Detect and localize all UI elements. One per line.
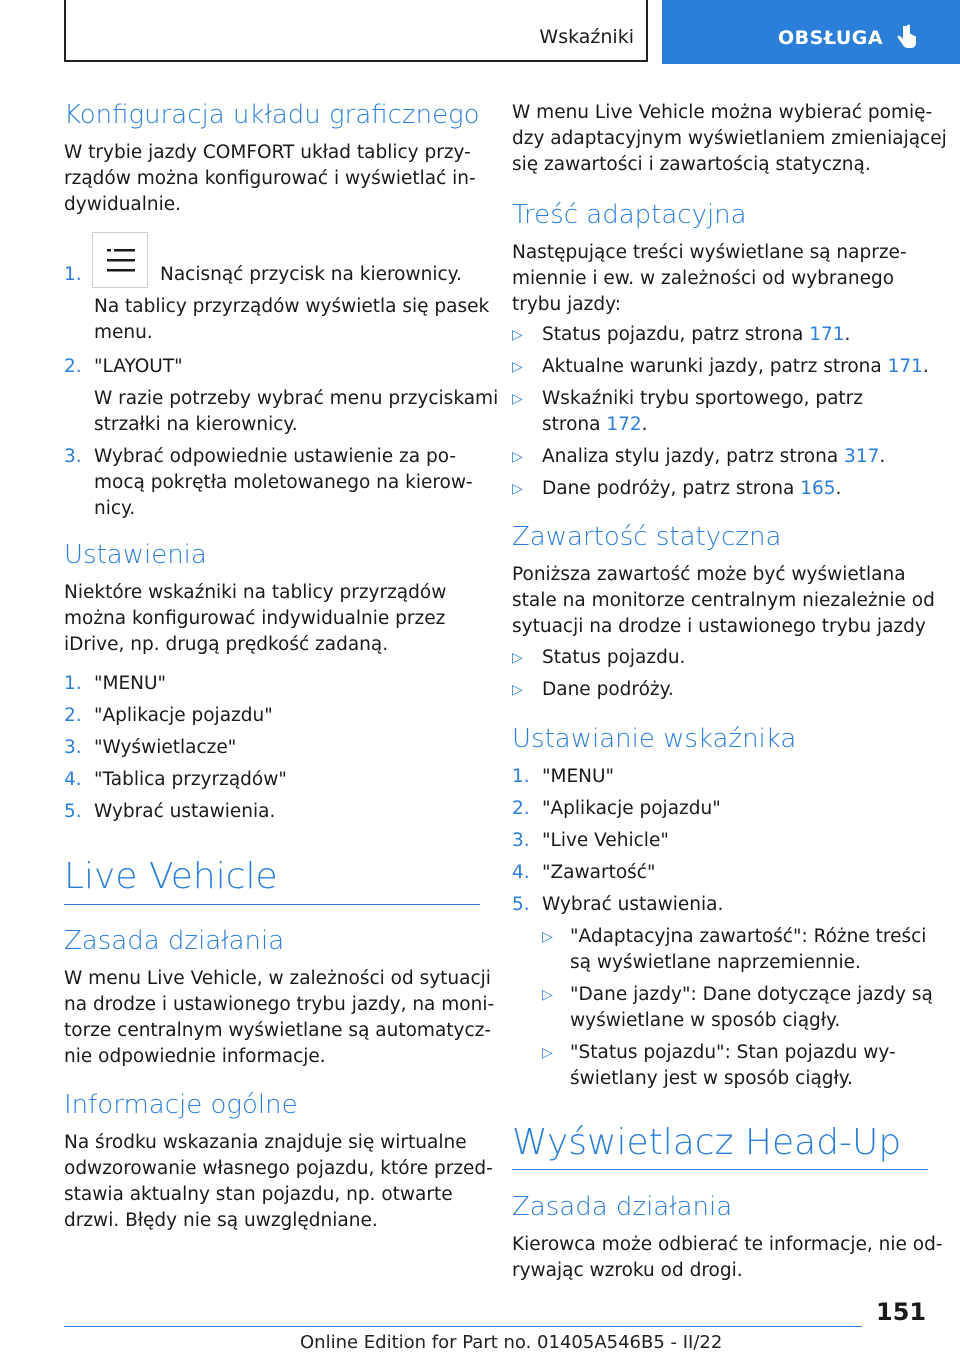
step-text: W razie potrzeby wybrać menu przyciskami <box>94 388 499 409</box>
menu-button-image <box>92 232 148 288</box>
paragraph: rządów można konfigurować i wyświetlać in- <box>64 168 476 189</box>
paragraph: stawia aktualny stan pojazdu, np. otwarte <box>64 1184 453 1205</box>
paragraph: Niektóre wskaźniki na tablicy przyrządów <box>64 582 447 603</box>
paragraph: dywidualnie. <box>64 194 182 215</box>
chapter-label: OBSŁUGA <box>778 27 884 49</box>
bullet-triangle-icon: ▷ <box>512 327 523 343</box>
step-text: Wybrać ustawienia. <box>94 801 276 822</box>
bullet-triangle-icon: ▷ <box>512 650 523 666</box>
page-link[interactable]: 172 <box>606 414 642 435</box>
title-rule <box>64 904 480 905</box>
edition-note: Online Edition for Part no. 01405A546B5 - II/22 <box>300 1332 723 1353</box>
paragraph: dzy adaptacyjnym wyświetlaniem zmieniającej <box>512 128 947 149</box>
step-text: "Tablica przyrządów" <box>94 769 287 790</box>
step-text: nicy. <box>94 498 136 519</box>
step-number: 1. <box>512 766 530 787</box>
list-item: Analiza stylu jazdy, patrz strona 317. <box>542 446 886 467</box>
paragraph: iDrive, np. drugą prędkość zadaną. <box>64 634 389 655</box>
step-text: Nacisnąć przycisk na kierownicy. <box>160 264 462 285</box>
sub-item: świetlany jest w sposób ciągły. <box>570 1068 854 1089</box>
step-text: strzałki na kierownicy. <box>94 414 298 435</box>
step-text: Na tablicy przyrządów wyświetla się pasek <box>94 296 490 317</box>
section-title-adaptive: Treść adaptacyjna <box>512 200 747 230</box>
step-text: "Aplikacje pojazdu" <box>542 798 721 819</box>
footer-rule <box>64 1326 862 1327</box>
paragraph: można konfigurować indywidualnie przez <box>64 608 446 629</box>
step-number: 4. <box>512 862 530 883</box>
section-title-zasada: Zasada działania <box>64 926 285 956</box>
sub-item: "Dane jazdy": Dane dotyczące jazdy są <box>570 984 933 1005</box>
bullet-triangle-icon: ▷ <box>542 929 553 945</box>
title-rule <box>512 1169 928 1170</box>
section-title-ustawienia: Ustawienia <box>64 540 207 570</box>
step-number: 3. <box>512 830 530 851</box>
paragraph: W trybie jazdy COMFORT układ tablicy przy- <box>64 142 471 163</box>
step-number: 2. <box>512 798 530 819</box>
section-title-setting: Ustawianie wskaźnika <box>512 724 797 754</box>
paragraph: W menu Live Vehicle, w zależności od sytuacji <box>64 968 491 989</box>
paragraph: torze centralnym wyświetlane są automatycz- <box>64 1020 492 1041</box>
section-title-konfiguracja: Konfiguracja układu graficznego <box>64 100 480 130</box>
chapter-title-live-vehicle: Live Vehicle <box>64 856 278 897</box>
sub-item: są wyświetlane naprzemiennie. <box>570 952 861 973</box>
list-item: Aktualne warunki jazdy, patrz strona 171. <box>542 356 929 377</box>
section-title-informacje: Informacje ogólne <box>64 1090 298 1120</box>
paragraph: rywając wzroku od drogi. <box>512 1260 743 1281</box>
step-number: 2. <box>64 356 82 377</box>
bullet-triangle-icon: ▷ <box>512 481 523 497</box>
step-text: "MENU" <box>542 766 615 787</box>
bullet-triangle-icon: ▷ <box>512 682 523 698</box>
step-number: 3. <box>64 737 82 758</box>
paragraph: Kierowca może odbierać te informacje, nie od- <box>512 1234 943 1255</box>
list-item: Status pojazdu, patrz strona 171. <box>542 324 851 345</box>
step-number: 3. <box>64 446 82 467</box>
chapter-title-hud: Wyświetlacz Head-Up <box>512 1122 902 1163</box>
pointing-hand-icon <box>896 24 918 50</box>
list-item: Status pojazdu. <box>542 647 686 668</box>
step-text: "Aplikacje pojazdu" <box>94 705 273 726</box>
paragraph: Na środku wskazania znajduje się wirtualne <box>64 1132 467 1153</box>
paragraph: trybu jazdy: <box>512 294 621 315</box>
step-text: "Zawartość" <box>542 862 656 883</box>
page-link[interactable]: 171 <box>887 356 923 377</box>
step-number: 2. <box>64 705 82 726</box>
sub-item: "Adaptacyjna zawartość": Różne treści <box>570 926 927 947</box>
page-link[interactable]: 317 <box>844 446 880 467</box>
step-text: "Wyświetlacze" <box>94 737 237 758</box>
list-item: Wskaźniki trybu sportowego, patrz <box>542 388 863 409</box>
paragraph: W menu Live Vehicle można wybierać pomię- <box>512 102 933 123</box>
sub-item: "Status pojazdu": Stan pojazdu wy- <box>570 1042 896 1063</box>
step-text: mocą pokrętła moletowanego na kierow- <box>94 472 473 493</box>
paragraph: Następujące treści wyświetlane są naprze- <box>512 242 907 263</box>
step-number: 1. <box>64 673 82 694</box>
step-text: menu. <box>94 322 153 343</box>
paragraph: miennie i ew. w zależności od wybranego <box>512 268 895 289</box>
paragraph: Poniższa zawartość może być wyświetlana <box>512 564 906 585</box>
paragraph: nie odpowiednie informacje. <box>64 1046 326 1067</box>
list-item: Dane podróży, patrz strona 165. <box>542 478 842 499</box>
list-item: Dane podróży. <box>542 679 674 700</box>
paragraph: na drodze i ustawionego trybu jazdy, na moni- <box>64 994 495 1015</box>
paragraph: stale na monitorze centralnym niezależnie od <box>512 590 935 611</box>
step-number: 5. <box>512 894 530 915</box>
step-text: "Live Vehicle" <box>542 830 669 851</box>
bullet-triangle-icon: ▷ <box>542 1045 553 1061</box>
section-label: Wskaźniki <box>539 26 634 48</box>
step-number: 1. <box>64 264 82 285</box>
paragraph: się zawartości i zawartością statyczną. <box>512 154 871 175</box>
step-number: 4. <box>64 769 82 790</box>
section-title-zasada-hud: Zasada działania <box>512 1192 733 1222</box>
step-text: Wybrać ustawienia. <box>542 894 724 915</box>
header-frame <box>64 0 648 62</box>
bullet-triangle-icon: ▷ <box>512 359 523 375</box>
list-item-cont: strona 172. <box>542 414 648 435</box>
paragraph: sytuacji na drodze i ustawionego trybu jazdy <box>512 616 926 637</box>
page-link[interactable]: 171 <box>809 324 845 345</box>
section-title-static: Zawartość statyczna <box>512 522 782 552</box>
sub-item: wyświetlane w sposób ciągły. <box>570 1010 841 1031</box>
step-text: "MENU" <box>94 673 167 694</box>
page-number: 151 <box>876 1298 927 1326</box>
bullet-triangle-icon: ▷ <box>542 987 553 1003</box>
step-number: 5. <box>64 801 82 822</box>
step-text: "LAYOUT" <box>94 356 183 377</box>
paragraph: odwzorowanie własnego pojazdu, które przed- <box>64 1158 493 1179</box>
page-link[interactable]: 165 <box>800 478 836 499</box>
step-text: Wybrać odpowiednie ustawienie za po- <box>94 446 457 467</box>
paragraph: drzwi. Błędy nie są uwzględniane. <box>64 1210 378 1231</box>
chapter-tab <box>662 0 960 64</box>
menu-lines-icon <box>107 249 135 273</box>
bullet-triangle-icon: ▷ <box>512 391 523 407</box>
bullet-triangle-icon: ▷ <box>512 449 523 465</box>
